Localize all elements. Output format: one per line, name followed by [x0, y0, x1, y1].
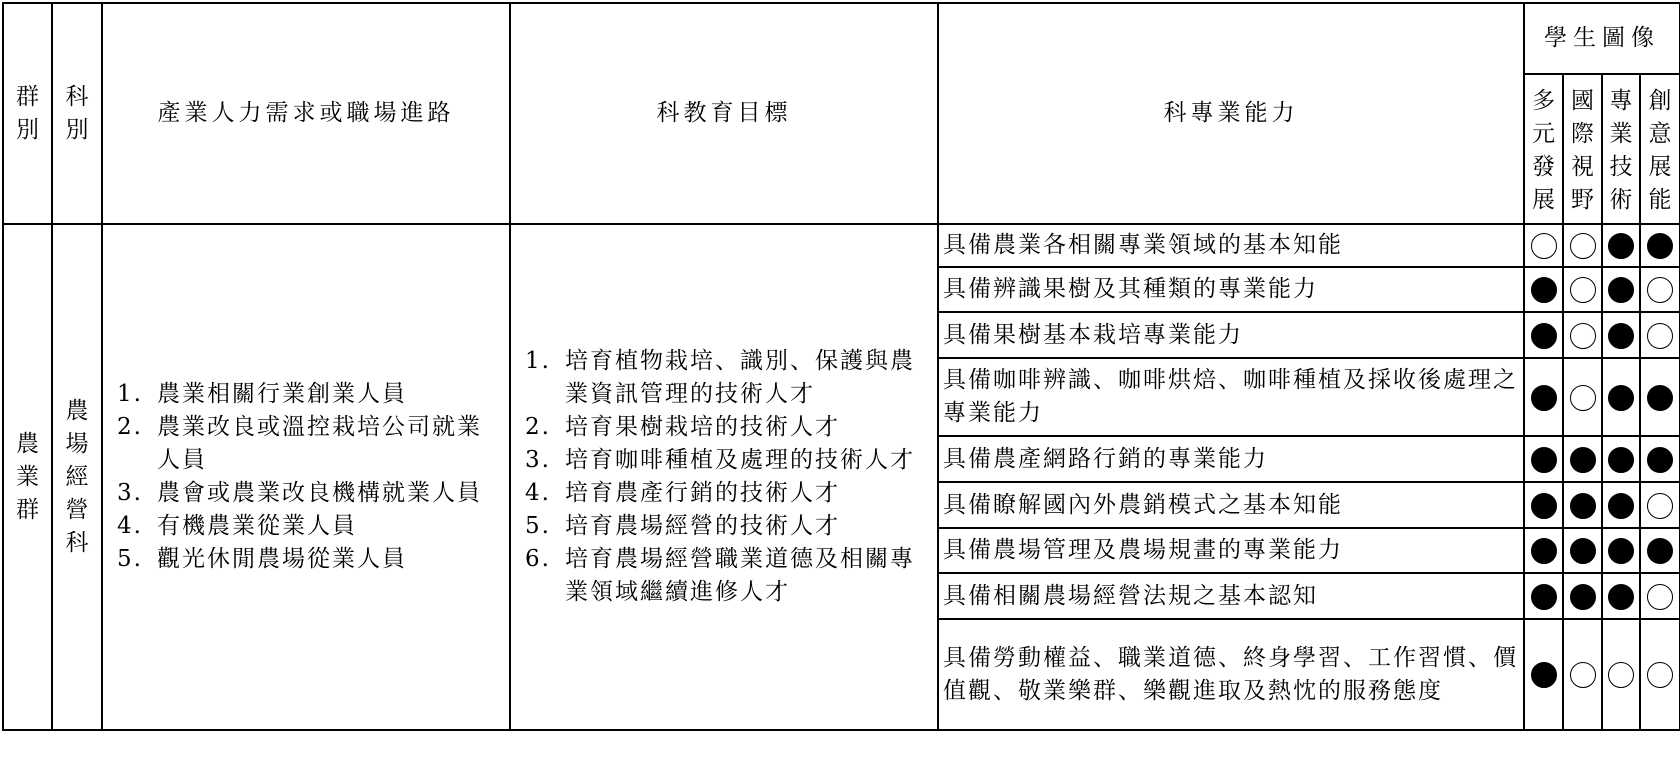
mark-cell [1563, 267, 1602, 312]
header-trait-diverse [1524, 74, 1563, 224]
education-goals-list [525, 345, 927, 609]
education-goals-cell [510, 224, 938, 730]
dept-value: 農場經營科 [65, 397, 89, 556]
ability-text: 具備瞭解國內外農銷模式之基本知能 [938, 482, 1524, 528]
filled-circle-icon [1647, 233, 1673, 259]
list-number: 4. [117, 513, 143, 539]
list-item [525, 345, 927, 411]
list-item [117, 543, 505, 576]
empty-circle-icon [1647, 323, 1673, 349]
mark-cell [1524, 436, 1563, 482]
empty-circle-icon [1570, 662, 1596, 688]
empty-circle-icon [1647, 493, 1673, 519]
trait-label: 國際視野 [1570, 88, 1594, 213]
empty-circle-icon [1647, 584, 1673, 610]
list-item [525, 543, 927, 609]
header-dept-label: 科別 [65, 83, 89, 143]
group-cell [3, 224, 52, 730]
ability-text: 具備相關農場經營法規之基本認知 [938, 573, 1524, 619]
ability-text: 具備農產網路行銷的專業能力 [938, 436, 1524, 482]
filled-circle-icon [1608, 584, 1634, 610]
list-text: 培育咖啡種植及處理的技術人才 [565, 447, 915, 473]
mark-cell [1602, 436, 1640, 482]
mark-cell [1640, 482, 1680, 528]
mark-cell [1602, 267, 1640, 312]
list-item [525, 477, 927, 510]
list-text: 農會或農業改良機構就業人員 [157, 480, 482, 506]
mark-cell [1602, 482, 1640, 528]
table-row [3, 224, 1680, 267]
list-number: 4. [525, 480, 551, 506]
list-text: 培育農產行銷的技術人才 [565, 480, 840, 506]
filled-circle-icon [1608, 385, 1634, 411]
filled-circle-icon [1531, 662, 1557, 688]
header-trait-international [1563, 74, 1602, 224]
empty-circle-icon [1531, 233, 1557, 259]
trait-label: 多元發展 [1531, 88, 1555, 213]
filled-circle-icon [1647, 385, 1673, 411]
filled-circle-icon [1570, 538, 1596, 564]
mark-cell [1602, 619, 1640, 730]
filled-circle-icon [1531, 493, 1557, 519]
filled-circle-icon [1531, 385, 1557, 411]
mark-cell [1524, 358, 1563, 436]
ability-text: 具備咖啡辨識、咖啡烘焙、咖啡種植及採收後處理之專業能力 [938, 358, 1524, 436]
ability-text: 具備果樹基本栽培專業能力 [938, 312, 1524, 358]
list-item [525, 510, 927, 543]
list-number: 1. [117, 381, 143, 407]
career-paths-cell [102, 224, 510, 730]
mark-cell [1563, 312, 1602, 358]
header-group-label: 群別 [15, 83, 39, 143]
header-abilities: 科專業能力 [938, 3, 1524, 224]
filled-circle-icon [1531, 538, 1557, 564]
mark-cell [1640, 312, 1680, 358]
list-number: 2. [525, 414, 551, 440]
mark-cell [1640, 619, 1680, 730]
header-trait-creative [1640, 74, 1680, 224]
empty-circle-icon [1647, 277, 1673, 303]
list-number: 2. [117, 414, 143, 440]
ability-text: 具備農場管理及農場規畫的專業能力 [938, 528, 1524, 573]
mark-cell [1524, 267, 1563, 312]
empty-circle-icon [1570, 385, 1596, 411]
list-number: 5. [117, 546, 143, 572]
mark-cell [1602, 358, 1640, 436]
empty-circle-icon [1647, 662, 1673, 688]
mark-cell [1640, 528, 1680, 573]
mark-cell [1602, 224, 1640, 267]
empty-circle-icon [1570, 323, 1596, 349]
filled-circle-icon [1570, 584, 1596, 610]
empty-circle-icon [1570, 233, 1596, 259]
filled-circle-icon [1531, 277, 1557, 303]
filled-circle-icon [1570, 447, 1596, 473]
curriculum-table [2, 2, 1680, 731]
filled-circle-icon [1608, 447, 1634, 473]
header-group [3, 3, 52, 224]
filled-circle-icon [1647, 538, 1673, 564]
list-text: 培育農場經營職業道德及相關專業領域繼續進修人才 [565, 546, 915, 605]
mark-cell [1563, 482, 1602, 528]
header-student-image: 學生圖像 [1524, 3, 1680, 74]
list-text: 農業改良或溫控栽培公司就業人員 [157, 414, 482, 473]
empty-circle-icon [1608, 662, 1634, 688]
list-number: 1. [525, 348, 551, 374]
trait-label: 專業技術 [1609, 88, 1633, 213]
mark-cell [1563, 619, 1602, 730]
header-education-goals: 科教育目標 [510, 3, 938, 224]
mark-cell [1524, 482, 1563, 528]
empty-circle-icon [1570, 277, 1596, 303]
ability-text: 具備辨識果樹及其種類的專業能力 [938, 267, 1524, 312]
filled-circle-icon [1608, 277, 1634, 303]
filled-circle-icon [1608, 233, 1634, 259]
list-text: 有機農業從業人員 [157, 513, 357, 539]
mark-cell [1640, 436, 1680, 482]
trait-label: 創意展能 [1648, 88, 1672, 213]
filled-circle-icon [1531, 323, 1557, 349]
mark-cell [1602, 573, 1640, 619]
mark-cell [1640, 267, 1680, 312]
list-number: 5. [525, 513, 551, 539]
header-dept [52, 3, 102, 224]
filled-circle-icon [1570, 493, 1596, 519]
mark-cell [1563, 528, 1602, 573]
list-number: 3. [525, 447, 551, 473]
list-item [525, 444, 927, 477]
list-item [525, 411, 927, 444]
filled-circle-icon [1608, 493, 1634, 519]
header-career-paths: 產業人力需求或職場進路 [102, 3, 510, 224]
list-item [117, 378, 505, 411]
mark-cell [1524, 312, 1563, 358]
list-item [117, 477, 505, 510]
mark-cell [1524, 528, 1563, 573]
list-text: 培育果樹栽培的技術人才 [565, 414, 840, 440]
mark-cell [1524, 573, 1563, 619]
list-number: 6. [525, 546, 551, 572]
career-paths-list [117, 378, 505, 576]
mark-cell [1640, 224, 1680, 267]
mark-cell [1563, 224, 1602, 267]
mark-cell [1563, 436, 1602, 482]
filled-circle-icon [1531, 447, 1557, 473]
filled-circle-icon [1531, 584, 1557, 610]
list-text: 農業相關行業創業人員 [157, 381, 407, 407]
mark-cell [1563, 358, 1602, 436]
dept-cell [52, 224, 102, 730]
mark-cell [1524, 619, 1563, 730]
mark-cell [1524, 224, 1563, 267]
filled-circle-icon [1608, 323, 1634, 349]
mark-cell [1602, 312, 1640, 358]
list-item [117, 411, 505, 477]
ability-text: 具備勞動權益、職業道德、終身學習、工作習慣、價值觀、敬業樂群、樂觀進取及熱忱的服務態度 [938, 619, 1524, 730]
header-trait-professional [1602, 74, 1640, 224]
mark-cell [1563, 573, 1602, 619]
ability-text: 具備農業各相關專業領域的基本知能 [938, 224, 1524, 267]
list-text: 觀光休閒農場從業人員 [157, 546, 407, 572]
mark-cell [1640, 358, 1680, 436]
group-value: 農業群 [15, 430, 39, 523]
list-text: 培育植物栽培、識別、保護與農業資訊管理的技術人才 [565, 348, 915, 407]
list-number: 3. [117, 480, 143, 506]
filled-circle-icon [1647, 447, 1673, 473]
list-text: 培育農場經營的技術人才 [565, 513, 840, 539]
list-item [117, 510, 505, 543]
mark-cell [1602, 528, 1640, 573]
mark-cell [1640, 573, 1680, 619]
filled-circle-icon [1608, 538, 1634, 564]
